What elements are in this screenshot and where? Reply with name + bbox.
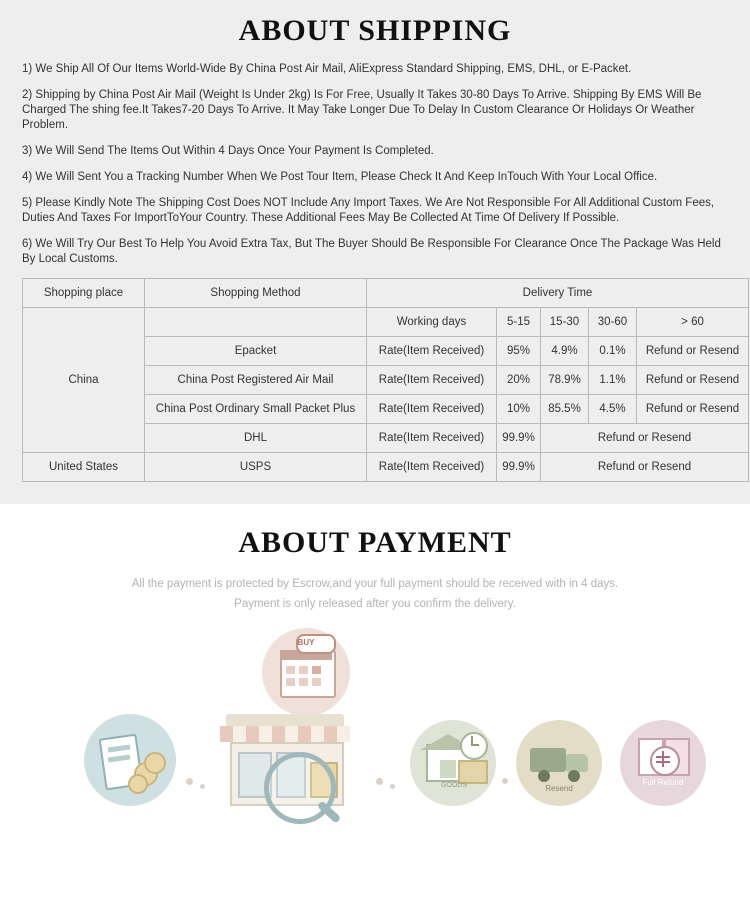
cell-method: China Post Registered Air Mail xyxy=(145,366,367,395)
subheader-range-3: 30-60 xyxy=(589,308,637,337)
subheader-range-1: 5-15 xyxy=(497,308,541,337)
cell-policy-merged: Refund or Resend xyxy=(541,424,749,453)
cell-pct-a: 99.9% xyxy=(497,453,541,482)
table-row xyxy=(23,453,749,482)
cell-rate: Rate(Item Received) xyxy=(367,453,497,482)
cell-rate: Rate(Item Received) xyxy=(367,337,497,366)
payment-subtitle-line-1: All the payment is protected by Escrow,and your full payment should be received with in 4 days. xyxy=(131,578,619,590)
cell-pct-a: 95% xyxy=(497,337,541,366)
table-subheader-row xyxy=(23,308,749,337)
cell-pct-c: 4.5% xyxy=(589,395,637,424)
shop-search-icon xyxy=(216,700,366,820)
flow-dot xyxy=(502,778,508,784)
cell-pct-a: 10% xyxy=(497,395,541,424)
cell-rate: Rate(Item Received) xyxy=(367,424,497,453)
resend-label: Resend xyxy=(545,784,573,793)
cell-place-us: United States xyxy=(23,453,145,482)
cell-policy: Refund or Resend xyxy=(637,395,749,424)
full-refund-icon xyxy=(620,720,706,806)
subheader-range-2: 15-30 xyxy=(541,308,589,337)
payment-flow-illustration xyxy=(0,628,750,853)
shipping-paragraph-6: 6) We Will Try Our Best To Help You Avoid Extra Tax, But The Buyer Should Be Responsible For Clearance Once The Package Was Held By Local Customs. xyxy=(22,238,721,265)
header-delivery-time: Delivery Time xyxy=(367,279,749,308)
shipping-title: ABOUT SHIPPING xyxy=(238,14,512,47)
flow-dot xyxy=(200,784,205,789)
payment-section xyxy=(0,504,750,853)
flow-dot xyxy=(186,778,193,785)
goods-delivered-icon xyxy=(410,720,496,806)
goods-label: GOODS xyxy=(440,782,468,789)
flow-dot xyxy=(390,784,395,789)
cell-method: USPS xyxy=(145,453,367,482)
payment-title: ABOUT PAYMENT xyxy=(238,526,512,559)
cell-pct-b: 78.9% xyxy=(541,366,589,395)
cell-pct-b: 85.5% xyxy=(541,395,589,424)
shipping-paragraph-4: 4) We Will Sent You a Tracking Number When We Post Tour Item, Please Check It And Keep InTouch With Your Local Office. xyxy=(22,171,658,183)
cell-rate: Rate(Item Received) xyxy=(367,395,497,424)
cell-pct-b: 4.9% xyxy=(541,337,589,366)
cell-place-china: China xyxy=(23,308,145,453)
cell-rate: Rate(Item Received) xyxy=(367,366,497,395)
header-shopping-method: Shopping Method xyxy=(145,279,367,308)
cell-method: China Post Ordinary Small Packet Plus xyxy=(145,395,367,424)
table-header-row xyxy=(23,279,749,308)
cell-pct-c: 1.1% xyxy=(589,366,637,395)
flow-dot xyxy=(376,778,383,785)
cell-pct-c: 0.1% xyxy=(589,337,637,366)
payment-subtitle-line-2: Payment is only released after you confirm the delivery. xyxy=(234,598,516,610)
delivery-time-table xyxy=(22,278,749,482)
shipping-paragraphs xyxy=(0,62,750,267)
shipping-paragraph-1: 1) We Ship All Of Our Items World-Wide By China Post Air Mail, AliExpress Standard Shipping, EMS, DHL, or E-Packet. xyxy=(22,63,632,75)
shipping-paragraph-2: 2) Shipping by China Post Air Mail (Weight Is Under 2kg) Is For Free, Usually It Takes 30-80 Days To Arrive. Shipping By EMS Will Be Charged The shing fee.It Takes7-20 Days To Arrive. It May Take Longer Due To Delay In Custom Clearance Or Holidays Or Weather Problem. xyxy=(22,89,702,131)
cell-policy: Refund or Resend xyxy=(637,337,749,366)
full-refund-label: Full Refund xyxy=(642,778,684,787)
shipping-paragraph-5: 5) Please Kindly Note The Shipping Cost Does NOT Include Any Import Taxes. We Are Not Responsible For All Additional Custom Fees, Duties And Taxes For ImportToYour Country. These Additional Fees May Be Collected At Time Of Delivery If Possible. xyxy=(22,197,715,224)
cell-pct-a: 20% xyxy=(497,366,541,395)
subheader-working-days: Working days xyxy=(367,308,497,337)
header-shopping-place: Shopping place xyxy=(23,279,145,308)
subheader-range-4: > 60 xyxy=(637,308,749,337)
shipping-paragraph-3: 3) We Will Send The Items Out Within 4 Days Once Your Payment Is Completed. xyxy=(22,145,434,157)
cell-policy-merged: Refund or Resend xyxy=(541,453,749,482)
resend-truck-icon xyxy=(516,720,602,806)
wallet-money-icon xyxy=(84,714,176,806)
cell-method: Epacket xyxy=(145,337,367,366)
cell-method: DHL xyxy=(145,424,367,453)
cell-subheader-blank xyxy=(145,308,367,337)
cell-policy: Refund or Resend xyxy=(637,366,749,395)
cell-pct-a: 99.9% xyxy=(497,424,541,453)
buy-label: BUY xyxy=(297,638,315,647)
